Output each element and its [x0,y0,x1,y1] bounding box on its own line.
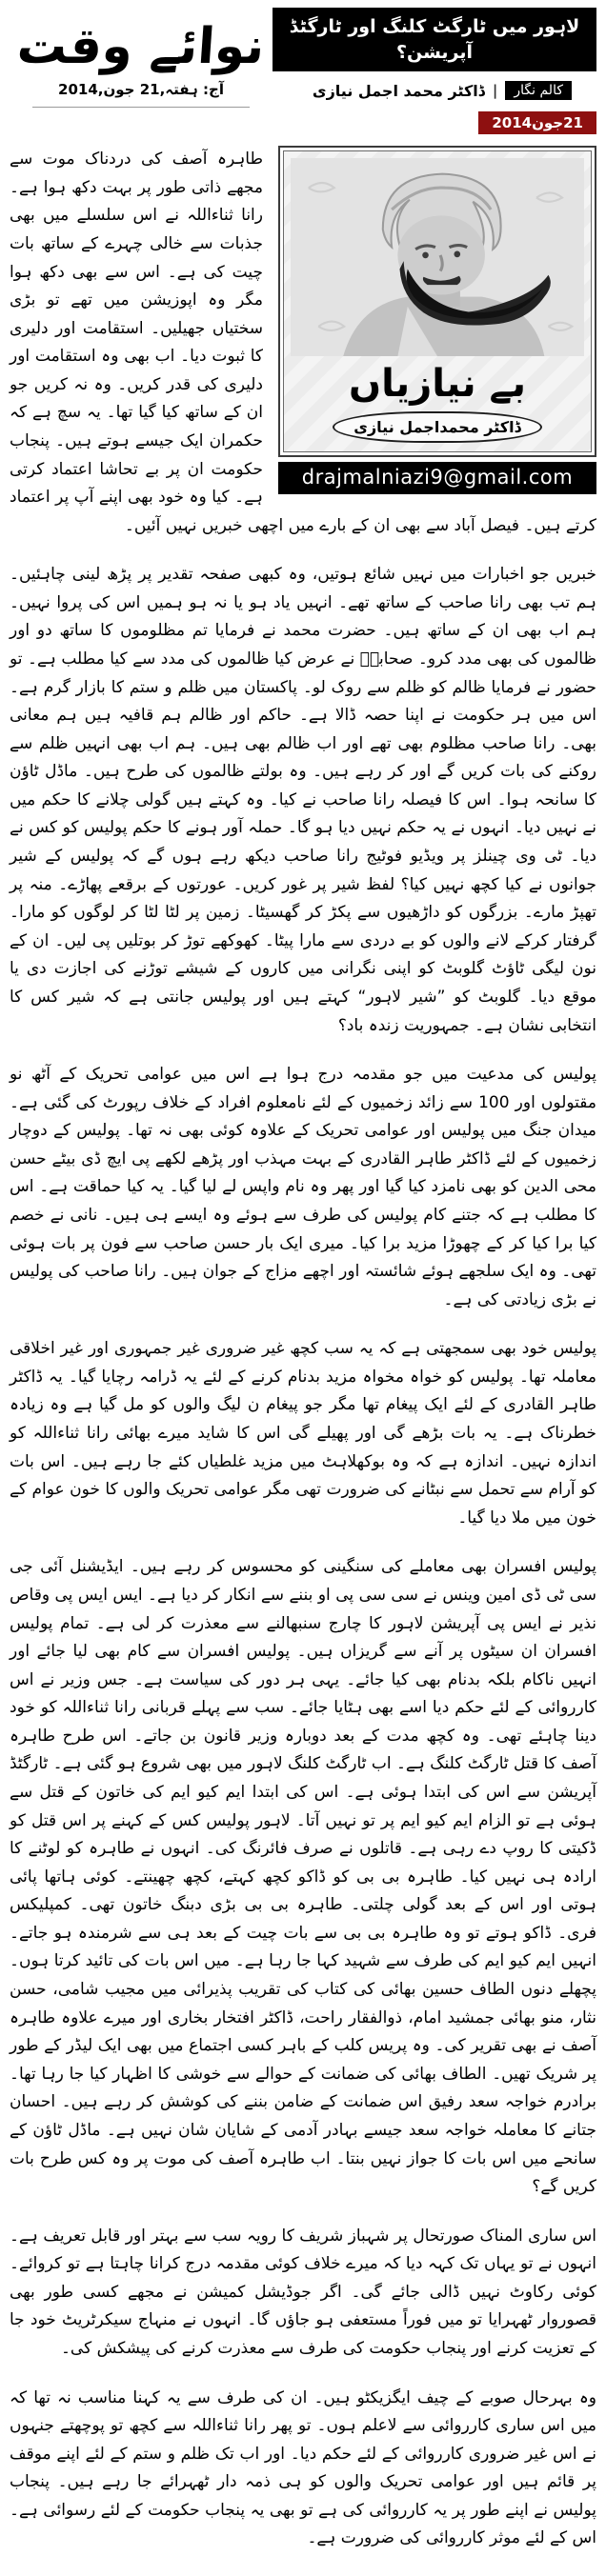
header-right-column [273,8,596,134]
byline-separator: | [492,82,498,100]
article-paragraph: خبریں جو اخبارات میں نہیں شائع ہوتیں، وہ کبھی صفحہ تقدیر پر پڑھ لینی چاہئیں۔ ہم تب بھی رانا صاحب کے ساتھ تھے۔ انہیں یاد ہو یا نہ ہو ہمیں اس کی پروا نہیں۔ ہم اب بھی ان کے ساتھ ہیں۔ حضرت محمد نے فرمایا تم مظلوموں کا ساتھ دو اور ظالموں کی بھی مدد کرو۔ صحابہؓ نے عرض کیا ظالموں کی مدد سے کیا مطلب ہے۔ تو حضور نے فرمایا ظالم کو ظلم سے روک لو۔ پاکستان میں ظلم و ستم کا بازار گرم ہے۔ اس میں ہر حکومت نے اپنا حصہ ڈالا ہے۔ حاکم اور ظالم ہم قافیہ ہیں ہم معانی بھی۔ رانا صاحب مظلوم بھی تھے اور اب ظالم بھی ہیں۔ ہم اب بھی انہیں ظلم سے روکنے کی بات کریں گے اور کر رہے ہیں۔ وہ بولتے ظالموں کی طرح ہیں۔ ماڈل ٹاؤن کا سانحہ ہوا۔ اس کا فیصلہ رانا صاحب نے کیا۔ وہ کہتے ہیں گولی چلانے کا حکم میں نے نہیں دیا۔ انہوں نے یہ حکم نہیں دیا ہو گا۔ حملہ آور ہونے کا حکم پولیس کو کس نے دیا۔ ٹی وی چینلز پر ویڈیو فوٹیج رانا صاحب دیکھ رہے ہوں گے کہ پولیس کے شیر جوانوں نے کیا کچھ نہیں کیا؟ لفظ شیر پر غور کریں۔ عورتوں کے برقعے پھاڑے۔ منہ پر تھپڑ مارے۔ بزرگوں کو داڑھیوں سے پکڑ کر گھسیٹا۔ زمین پر لٹا لٹا کر لوگوں کو مارا۔ گرفتار کرکے لانے والوں کو بے دردی سے مارا پیٹا۔ کھوکھے توڑ کر بوتلیں پی لیں۔ ان کے نون لیگی ٹاؤٹ گلوبٹ کو اپنی نگرانی میں کاروں کے شیشے توڑنے کی اجازت دی یا موقع دیا۔ گلوبٹ کو ”شیر لاہور“ کہتے ہیں اور پولیس جانتی ہے کہ شیر کس کا انتخابی نشان ہے۔ جمہوریت زندہ باد؟ [10,565,596,1035]
byline [313,81,596,100]
column-author-seal: ڈاکٹر محمداجمل نیازی [333,411,541,443]
author-photo-frame [278,146,596,457]
article-paragraph: اس ساری المناک صورتحال پر شہباز شریف کا رویہ سب سے بہتر اور قابل تعریف ہے۔ انہوں نے تو یہاں تک کہہ دیا کہ میرے خلاف کوئی مقدمہ درج کرانا چاہتا ہے تو کروائے۔ کوئی رکاوٹ نہیں ڈالی جائے گی۔ اگر جوڈیشل کمیشن نے مجھے کسی طور بھی قصوروار ٹھہرایا تو میں فوراً مستعفی ہو جاؤں گا۔ انہوں نے منہاج سیکرٹریٹ خود جا کے تعزیت کرنے اور پنجاب حکومت کی طرف سے معذرت کرنے کی پیشکش کی۔ [10,2226,596,2358]
today-date-line: آج: ہفتہ,21 جون,2014 [32,81,250,108]
page-header [10,8,596,134]
article-body [10,146,596,2553]
article-paragraph: پولیس افسران بھی معاملے کی سنگینی کو محسوس کر رہے ہیں۔ ایڈیشنل آئی جی سی ٹی ڈی امین وینس نے سی سی پی او بننے سے انکار کر دیا ہے۔ ایس ایس پی وقاص نذیر نے ایس پی آپریشن لاہور کا چارج سنبھالنے سے معذرت کر لی ہے۔ تمام پولیس افسران ان سیٹوں پر آنے سے گریزاں ہیں۔ پولیس افسران سے کام بھی لیا جائے اور انہیں ناکام بلکہ بدنام بھی کیا جائے۔ یہی ہر دور کی سیاست ہے۔ جس وزیر نے اس کارروائی کے لئے حکم دیا اسے بھی ہٹایا جائے۔ سب سے پہلے قربانی رانا ثناءاللہ کو خود دینا چاہئے تھی۔ وہ کچھ مدت کے بعد دوبارہ وزیر قانون بن جاتے۔ اس طرح طاہرہ آصف کا قتل ٹارگٹ کلنگ ہے۔ اب ٹارگٹ کلنگ لاہور میں بھی شروع ہو گئی ہے۔ ٹارگٹڈ آپریشن سے اس کی ابتدا ہوئی ہے۔ اس کی ابتدا ایم کیو ایم کی خاتون کے قتل سے ہوئی ہے تو الزام ایم کیو ایم پر تو نہیں آتا۔ لاہور پولیس کس کے کہنے پر اس قتل کو ڈکیتی کا روپ دے رہی ہے۔ قاتلوں نے صرف فائرنگ کی۔ انہوں نے طاہرہ کو لوٹنے کا ارادہ ہی نہیں کیا۔ طاہرہ بی بی کو ڈاکو کچھ کہتے، کچھ چھینتے۔ کوئی ہاتھا پائی ہوتی اور اس کے بعد گولی چلتی۔ طاہرہ بی بی بڑی دبنگ خاتون تھی۔ کمپلیکس فری۔ ڈاکو ہوتے تو وہ طاہرہ بی بی سے بات چیت کے بعد ہی سے شرمندہ ہو جاتے۔ انہیں ایم کیو ایم کی طرف سے شہید کہا جا رہا ہے۔ میں اس بات کی تائید کرتا ہوں۔ پچھلے دنوں الطاف حسین بھائی کی کتاب کی تقریب پذیرائی میں مجیب شامی، حسن نثار، منو بھائی جمشید امام، ذوالفقار راحت، ڈاکٹر افتخار بخاری اور میرے علاوہ طاہرہ آصف نے بھی تقریر کی۔ وہ پریس کلب کے باہر کسی اجتماع میں بھی ایک لیڈر کے طور پر شریک تھیں۔ الطاف بھائی کی ضمانت کے حوالے سے خوشی کا اظہار کیا جا رہا تھا۔ برادرم خواجہ سعد رفیق اس ضمانت کے ضامن بننے کی کوشش کر رہے ہیں۔ احسان جتانے کا معاملہ خواجہ سعد جیسے بہادر آدمی کے شایان شان نہیں ہے۔ ماڈل ٹاؤن کے سانحے میں اس بات کا جواز نہیں بنتا۔ اب طاہرہ آصف کی موت پر وہ کس طرح بات کریں گے؟ [9,1557,596,2197]
article-paragraph: طاہرہ آصف کی دردناک موت سے مجھے ذاتی طور پر بہت دکھ ہوا ہے۔ رانا ثناءاللہ نے اس سلسلے میں بھی جذبات سے خالی چہرے کے ساتھ بات چیت کی ہے۔ اس سے بھی دکھ ہوا مگر وہ اپوزیشن میں تھے تو بڑی سختیاں جھیلیں۔ استقامت اور دلیری کا ثبوت دیا۔ اب بھی وہ استقامت اور دلیری کی قدر کریں۔ وہ نہ کریں جو ان کے ساتھ کیا گیا تھا۔ یہ سچ ہے کہ حکمران ایک جیسے ہوتے ہیں۔ پنجاب حکومت ان پر بے تحاشا اعتماد کرتی ہے۔ کیا وہ خود بھی اپنے آپ پر اعتماد کرتے ہیں۔ فیصل آباد سے بھی ان کے بارے میں اچھی خبریں نہیں آئیں۔ [10,150,596,535]
author-box [278,146,596,494]
byline-author-name: ڈاکٹر محمد اجمل نیازی [312,81,485,100]
byline-label: کالم نگار [505,81,572,100]
article-paragraph: پولیس کی مدعیت میں جو مقدمہ درج ہوا ہے اس میں عوامی تحریک کے آٹھ نو مقتولوں اور 100 سے زائد زخمیوں کے لئے نامعلوم افراد کے خلاف رپورٹ کی گئی ہے۔ میدان جنگ میں پولیس اور عوامی تحریک کے علاوہ کوئی بھی نہ تھا۔ پولیس کے دوچار زخمیوں کے لئے ڈاکٹر طاہر القادری کے بہت مہذب اور پڑھے لکھے پی ایچ ڈی بیٹے حسن محی الدین کو بھی نامزد کیا گیا اور پھر وہ نام واپس لے لیا گیا۔ یہ کیا حماقت ہے۔ اس کا مطلب ہے کہ جتنے کام پولیس کی طرف سے ہوئے وہ ایسے ہی ہیں۔ نانی نے خصم کیا برا کیا کر کے چھوڑا مزید برا کیا۔ میری ایک بار حسن صاحب سے فون پر بات ہوئی تھی۔ وہ ایک سلجھے ہوئے شائستہ اور اچھے مزاج کے جوان ہیں۔ رانا صاحب کی پولیس نے بڑی زیادتی کی ہے۔ [10,1065,596,1309]
author-photo-frame-inner [283,150,592,452]
author-portrait-illustration [291,158,584,356]
column-headline: لاہور میں ٹارگٹ کلنگ اور ٹارگٹڈ آپریشن؟ [273,8,596,71]
masthead-block [10,8,273,108]
author-email: drajmalniazi9@gmail.com [278,462,596,494]
article-paragraph: پولیس خود بھی سمجھتی ہے کہ یہ سب کچھ غیر ضروری غیر جمہوری اور غیر اخلاقی معاملہ تھا۔ پولیس کو خواہ مخواہ مزید بدنام کرنے کے لئے یہ ڈرامہ رچایا گیا۔ یہ ڈاکٹر طاہر القادری کے لئے ایک پیغام تھا مگر جو پیغام ن لیگ والوں کو مل گیا ہے وہ زیادہ خطرناک ہے۔ یہ بات بڑھے گی اور پھیلے گی اس کا شاید میرے بھائی رانا ثناءاللہ کو اندازہ نہیں۔ اندازہ ہے کہ وہ بوکھلاہٹ میں مزید غلطیاں کئے جا رہے ہیں۔ اس بات کو آرام سے تحمل سے نبٹانے کی ضرورت تھی مگر عوامی تحریک والوں کا خون عوام کے خون میں ملا دیا گیا۔ [10,1339,596,1528]
date-badge: 21جون2014 [478,111,596,134]
article-paragraph: وہ بہرحال صوبے کے چیف ایگزیکٹو ہیں۔ ان کی طرف سے یہ کہنا مناسب نہ تھا کہ میں اس ساری کارروائی سے لاعلم ہوں۔ تو پھر رانا ثناءاللہ سے کچھ تو پوچھتے جنہوں نے اس غیر ضروری کارروائی کے لئے حکم دیا۔ اور اب تک ظلم و ستم کے لئے اپنے موقف پر قائم ہیں اور عوامی تحریک والوں کو ہی ذمہ دار ٹھہرائے جا رہے ہیں۔ پنجاب پولیس نے اپنے طور پر یہ کارروائی کی ہے تو بھی یہ پنجاب حکومت کے لئے رسوائی ہے۔ اس کے لئے موثر کارروائی کی ضرورت ہے۔ [10,2387,596,2548]
newspaper-logo: نوائے وقت [15,18,267,75]
column-title: بے نیازیاں [349,362,526,407]
